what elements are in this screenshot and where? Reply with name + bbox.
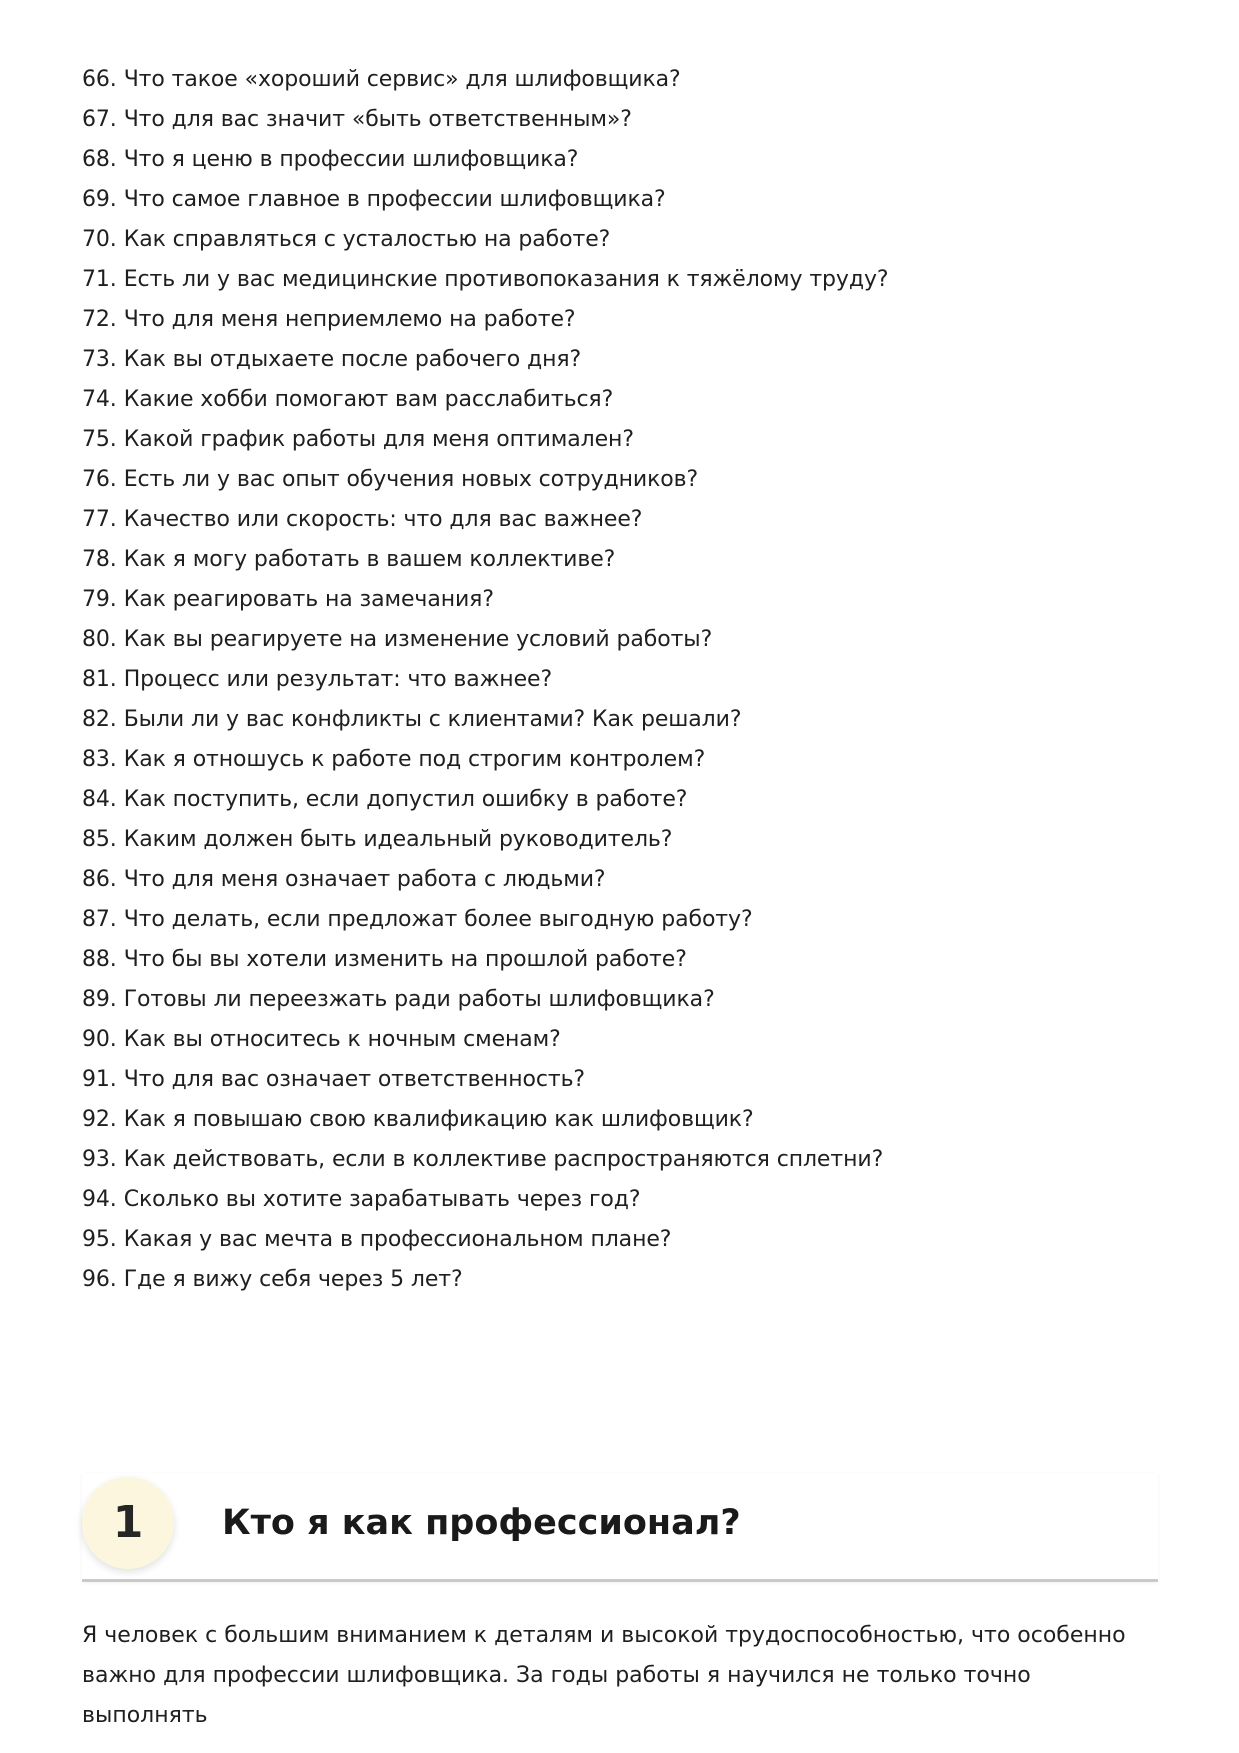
question-number: 70. xyxy=(82,227,117,252)
question-text: Где я вижу себя через 5 лет? xyxy=(123,1267,463,1292)
question-item xyxy=(82,1060,1162,1100)
question-number: 77. xyxy=(82,507,117,532)
question-number: 73. xyxy=(82,347,117,372)
question-item xyxy=(82,420,1162,460)
question-number: 93. xyxy=(82,1147,117,1172)
question-item xyxy=(82,780,1162,820)
question-number: 69. xyxy=(82,187,117,212)
question-text: Качество или скорость: что для вас важнее? xyxy=(123,507,643,532)
question-number: 68. xyxy=(82,147,117,172)
question-item xyxy=(82,1140,1162,1180)
question-number: 86. xyxy=(82,867,117,892)
question-text: Как вы относитесь к ночным сменам? xyxy=(123,1027,561,1052)
question-number: 92. xyxy=(82,1107,117,1132)
question-item xyxy=(82,700,1162,740)
question-text: Как справляться с усталостью на работе? xyxy=(123,227,611,252)
question-number: 90. xyxy=(82,1027,117,1052)
question-text: Каким должен быть идеальный руководитель? xyxy=(123,827,673,852)
section-header xyxy=(82,1473,1158,1582)
question-list xyxy=(82,60,1162,1300)
question-item xyxy=(82,860,1162,900)
question-text: Сколько вы хотите зарабатывать через год? xyxy=(123,1187,641,1212)
question-text: Есть ли у вас медицинские противопоказания к тяжёлому труду? xyxy=(123,267,889,292)
question-text: Какая у вас мечта в профессиональном плане? xyxy=(123,1227,672,1252)
question-item xyxy=(82,220,1162,260)
section-title: Кто я как профессионал? xyxy=(222,1503,741,1543)
question-number: 71. xyxy=(82,267,117,292)
question-number: 87. xyxy=(82,907,117,932)
question-number: 67. xyxy=(82,107,117,132)
question-item xyxy=(82,180,1162,220)
question-text: Как поступить, если допустил ошибку в работе? xyxy=(123,787,688,812)
question-text: Что делать, если предложат более выгодную работу? xyxy=(123,907,753,932)
question-number: 74. xyxy=(82,387,117,412)
question-number: 82. xyxy=(82,707,117,732)
question-text: Как я отношусь к работе под строгим контролем? xyxy=(123,747,706,772)
question-text: Какой график работы для меня оптимален? xyxy=(123,427,634,452)
question-item xyxy=(82,820,1162,860)
question-item xyxy=(82,100,1162,140)
question-text: Процесс или результат: что важнее? xyxy=(123,667,553,692)
question-item xyxy=(82,1220,1162,1260)
question-item xyxy=(82,1260,1162,1300)
question-number: 80. xyxy=(82,627,117,652)
question-item xyxy=(82,460,1162,500)
question-text: Были ли у вас конфликты с клиентами? Как решали? xyxy=(123,707,742,732)
question-number: 72. xyxy=(82,307,117,332)
question-number: 81. xyxy=(82,667,117,692)
question-text: Что для вас значит «быть ответственным»? xyxy=(123,107,632,132)
question-item xyxy=(82,660,1162,700)
section-paragraph: Я человек с большим вниманием к деталям и высокой трудоспособностью, что особенно важно для профессии шлифовщика. За годы работы я научился не только точно выполнять xyxy=(82,1623,1126,1728)
question-text: Что самое главное в профессии шлифовщика? xyxy=(123,187,666,212)
question-text: Что бы вы хотели изменить на прошлой работе? xyxy=(123,947,687,972)
question-item xyxy=(82,1020,1162,1060)
question-text: Что я ценю в профессии шлифовщика? xyxy=(123,147,579,172)
question-item xyxy=(82,900,1162,940)
question-text: Есть ли у вас опыт обучения новых сотрудников? xyxy=(123,467,699,492)
question-text: Готовы ли переезжать ради работы шлифовщика? xyxy=(123,987,715,1012)
question-text: Как вы реагируете на изменение условий работы? xyxy=(123,627,713,652)
question-item xyxy=(82,500,1162,540)
question-number: 85. xyxy=(82,827,117,852)
question-item xyxy=(82,340,1162,380)
question-number: 83. xyxy=(82,747,117,772)
question-text: Что такое «хороший сервис» для шлифовщика? xyxy=(123,67,681,92)
question-item xyxy=(82,540,1162,580)
question-item xyxy=(82,380,1162,420)
question-item xyxy=(82,740,1162,780)
question-number: 95. xyxy=(82,1227,117,1252)
question-number: 89. xyxy=(82,987,117,1012)
question-number: 76. xyxy=(82,467,117,492)
question-text: Как вы отдыхаете после рабочего дня? xyxy=(123,347,582,372)
question-number: 75. xyxy=(82,427,117,452)
question-item xyxy=(82,940,1162,980)
question-number: 66. xyxy=(82,67,117,92)
question-item xyxy=(82,140,1162,180)
question-text: Что для меня означает работа с людьми? xyxy=(123,867,606,892)
question-number: 84. xyxy=(82,787,117,812)
question-text: Что для вас означает ответственность? xyxy=(123,1067,586,1092)
question-text: Как я повышаю свою квалификацию как шлифовщик? xyxy=(123,1107,754,1132)
question-item xyxy=(82,1180,1162,1220)
question-item xyxy=(82,300,1162,340)
section-number-badge: 1 xyxy=(82,1477,174,1569)
question-text: Как действовать, если в коллективе распространяются сплетни? xyxy=(123,1147,884,1172)
question-item xyxy=(82,620,1162,660)
question-item xyxy=(82,1100,1162,1140)
question-item xyxy=(82,580,1162,620)
question-text: Как реагировать на замечания? xyxy=(123,587,494,612)
question-item xyxy=(82,980,1162,1020)
question-number: 79. xyxy=(82,587,117,612)
question-text: Как я могу работать в вашем коллективе? xyxy=(123,547,616,572)
question-number: 88. xyxy=(82,947,117,972)
question-number: 78. xyxy=(82,547,117,572)
question-text: Что для меня неприемлемо на работе? xyxy=(123,307,576,332)
question-number: 94. xyxy=(82,1187,117,1212)
question-number: 96. xyxy=(82,1267,117,1292)
question-item xyxy=(82,260,1162,300)
question-number: 91. xyxy=(82,1067,117,1092)
question-item xyxy=(82,60,1162,100)
question-text: Какие хобби помогают вам расслабиться? xyxy=(123,387,614,412)
